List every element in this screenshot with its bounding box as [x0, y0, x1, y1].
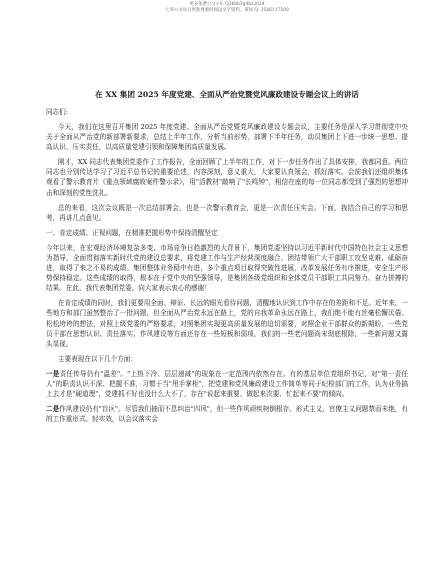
- paragraph-problems: 在肯定成绩的同时，我们更要用全面、辩证、长远的眼光看待问题，清醒地认识到工作中存在的差距和不足。近年来，一些地方和部门虽然整治了一批问题，但全面从严治党永远在路上，党的自我革命永远在路上，我们绝不能有丝毫松懈厌倦、松松垮垮的想法，对照上级党委的严格要求，对照集团实现更高质量发展的迫切需要，对照企业干部群众的新期盼，一些党员干部在思想认识、责任落实、作风建设等方面还存在一些短板和弱项，我们的一些老问题尚未彻底根除，一些新问题又露头显现。: [46, 299, 408, 348]
- page-header: [46, 0, 408, 14]
- paragraph-opening: 今天，我们在这里召开集团 2025 年度党建、全面从严治党暨党风廉政建设专题会议，主要任务是深入学习贯彻党中央关于全面从严治党的新部署新要求，总结上半年工作，分析当前形势，部署下半年任务，动员集团上下进一步统一思想、提高认识、压实责任，以高质量党建引领和保障集团高质量发展。: [46, 123, 408, 152]
- paragraph-list-intro: 主要表现在以下几个方面：: [57, 354, 137, 363]
- paragraph-achievements: 今年以来，在宏观经济环境复杂多变、市场竞争日趋激烈的大背景下，集团党委坚持以习近平新时代中国特色社会主义思想为指导，全面贯彻落实新时代党的建设总要求，将党建工作与生产经营深度融合，团结带领广大干部职工攻坚克难、砥砺奋进，取得了来之不易的成绩。集团整体业务稳中有进，多个重点项目取得突破性进展，改革发展任务有序推进，安全生产形势保持稳定。这些成绩的取得，根本在于党中央的坚强领导，是集团各级党组织和全体党员干部职工共同努力、奋力拼搏的结果。在此，我代表集团党委，向大家表示衷心的感谢！: [46, 243, 408, 293]
- list-item-2-lead: 二是: [46, 405, 60, 414]
- header-line-2: 七零公文每日更新尊重时间以文字资料。谭加 Q: 2566117509: [165, 8, 289, 13]
- list-item-2: [46, 404, 408, 424]
- section-heading-1: 一、肯定成绩、正视问题，在精准把握形势中保持清醒坚定: [46, 228, 218, 237]
- list-item-1-lead: 一是: [46, 369, 60, 378]
- paragraph-summary: 总的来看，这次会议既是一次总结部署会，也是一次警示教育会，更是一次责任压实会。下面，我结合自己的学习和思考，再讲几点意见。: [46, 203, 408, 222]
- salutation: 同志们:: [46, 108, 69, 116]
- list-item-2-text: 作风建设仍有"盲区"。尽管我们抽而不息纠治"四风"，但一些作风顽疾树倒根存、形式主义、官僚主义问题禁而未绝，有的工作重形式、轻实效，以会议落实会: [46, 405, 408, 424]
- list-item-1-text: 责任传导仍有"温差"。"上热下冷、层层递减"的现象在一定范围内依然存在。有的基层单位党组织书记，对"第一责任人"的职责认识不深、把握不准，习惯于当"甩手掌柜"，把党建和党风廉政建设工作简单等同于纪检部门的工作，认为业务搞上去才是"硬道理"，党建抓不好也没什么大不了，存在"说起来重要、做起来次要、忙起来不要"的倾向。: [46, 369, 408, 399]
- document-title: 在 XX 集团 2025 年度党建、全面从严治党暨党风廉政建设专题会议上的讲话: [95, 90, 359, 99]
- paragraph-report-review: 刚才，XX 同志代表集团党委作了工作报告，全面回顾了上半年的工作，对下一步任务作出了具体安排，我都同意。两位同志也分别传达学习了习近平总书记的重要论述，内容深刻，意义重大，大家要认真领会，抓好落实。会前我们还组织集体观看了警示教育片《重点领域腐败案件警示录》，用"活教材"敲响了"长鸣钟"，相信在座的每一位同志都受到了强烈的思想冲击和深刻的党性洗礼。: [46, 158, 408, 197]
- list-item-1: [46, 369, 408, 399]
- header-line-1: 更多免费公文+V: Q3bbb3g4bs2024: [189, 2, 265, 7]
